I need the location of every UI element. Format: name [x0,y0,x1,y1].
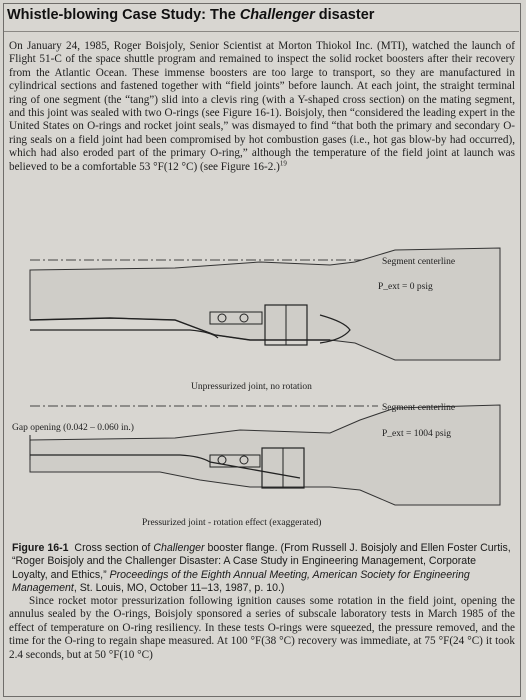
top-tang-line [30,330,218,338]
top-centerline-label: Segment centerline [382,257,456,267]
top-pressure-label: P_ext = 0 psig [378,282,433,292]
bottom-pressure-label: P_ext = 1004 psig [382,429,451,439]
bottom-figure-caption: Pressurized joint - rotation effect (exaggerated) [142,518,322,528]
paragraph-2: Since rocket motor pressurization following ignition causes some rotation in the field joint, opening the annulus sealed by the O-rings, Boisjoly sponsored a series of subscale laboratory tests in March 1985 of the effect of temperature on O-ring resiliency. In these tests O-rings were squeezed, the pressure removed, and the time for the O-ring to regain shape measured. At 100 °F(38 °C) recovery was immediate, at 75 °F(24 °C) it took 2.4 seconds, but at 50 °F(10 °C) [9,595,515,661]
gap-label: Gap opening (0.042 – 0.060 in.) [12,423,134,433]
top-figure-caption: Unpressurized joint, no rotation [191,382,312,392]
bottom-centerline-label: Segment centerline [382,403,456,413]
case-study-heading: Whistle-blowing Case Study: The Challenger disaster [7,7,375,23]
footnote-19: 19 [279,158,287,167]
figure-caption: Figure 16-1 Cross section of Challenger booster flange. (From Russell J. Boisjoly and Ellen Foster Curtis, “Roger Boisjoly and the Challenger Disaster: A Case Study in Engineering Management, Corporate Loyalty, and Ethics,” Proceedings of the Eighth Annual Meeting, American Society for Engineering Management, St. Louis, MO, October 11–13, 1987, p. 10.) [12,542,511,594]
paragraph-1: On January 24, 1985, Roger Boisjoly, Senior Scientist at Morton Thiokol Inc. (MTI), watched the launch of Flight 51-C of the space shuttle program and remained to inspect the solid rocket boosters after their recovery from the Atlantic Ocean. These immense boosters are too large to transport, so they are manufactured in cylindrical sections and fastened together with “field joints” before launch. At each joint, the straight terminal ring of one segment (the “tang”) slid into a clevis ring (with a Y-shaped cross section) on the mating segment, and this joint was sealed with two O-rings (see Figure 16-1). Boisjoly, then “considered the leading expert in the United States on O-rings and rocket joint seals,” was dismayed to find “that both the primary and secondary O-ring seals on a field joint had been compromised by hot combustion gases (i.e., hot gas blow-by had occurred), which had also eroded part of the primary O-ring,” although the temperature of the field joint at launch was believed to be a comfortable 53 °F(12 °C) (see Figure 16-2.)$^{19}$ [9,40,515,173]
